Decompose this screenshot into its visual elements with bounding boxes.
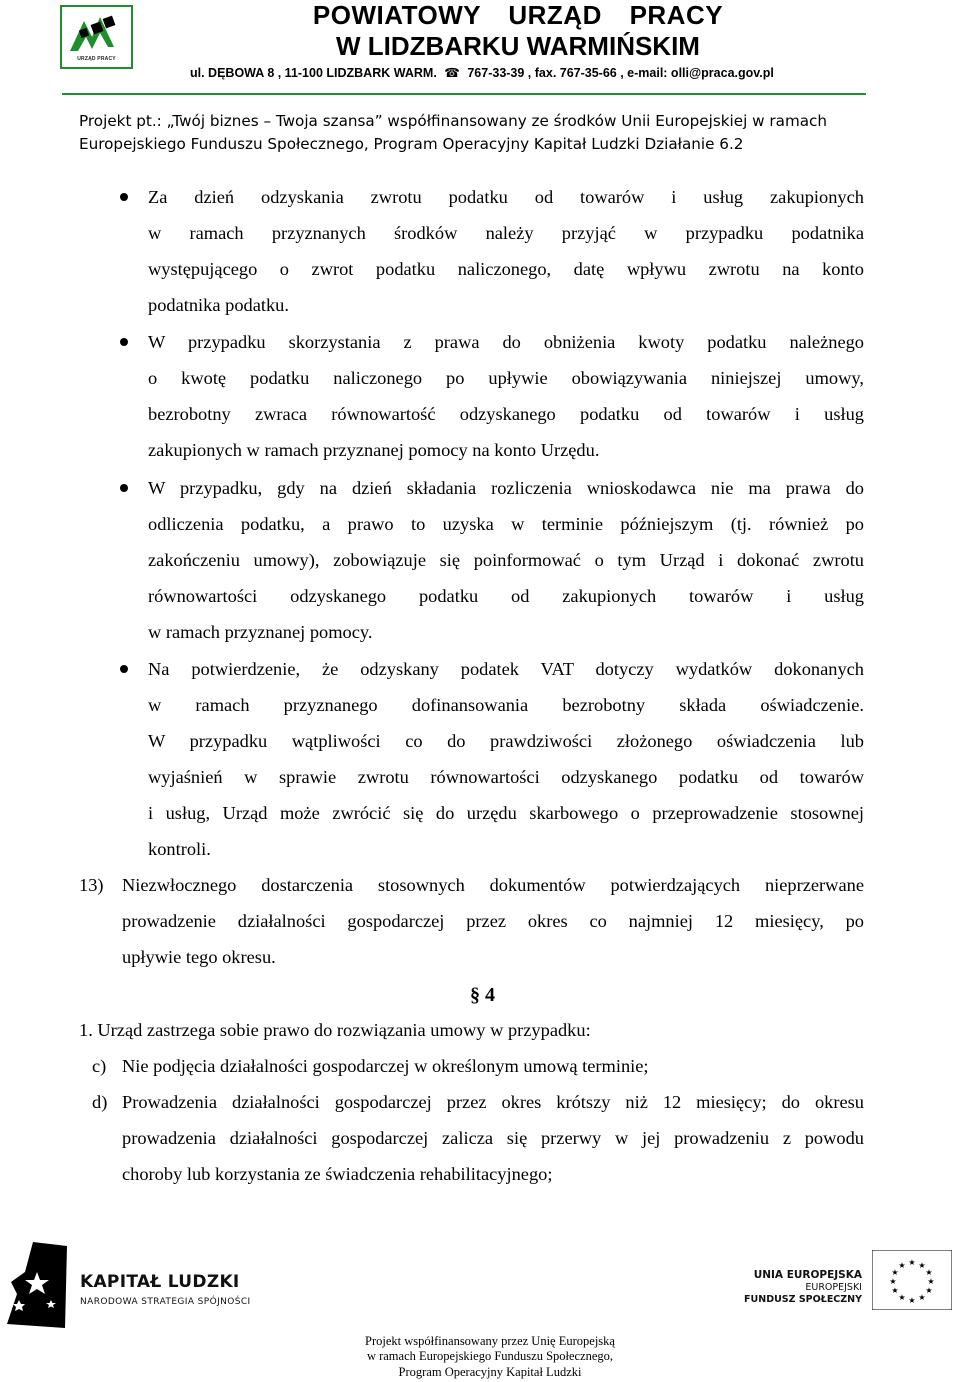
footer-note-line1: Projekt współfinansowany przez Unię Europejską	[365, 1334, 615, 1348]
text-line: Za dzień odzyskania zwrotu podatku od towarów i usług zakupionych	[148, 187, 864, 207]
text-line: występującego o zwrot podatku naliczonego, datę wpływu zwrotu na konto	[148, 259, 864, 279]
svg-text:★: ★	[918, 1293, 926, 1302]
office-name-line1: POWIATOWY URZĄD PRACY	[312, 0, 724, 30]
footer-note	[300, 1334, 680, 1380]
project-title-line2: Europejskiego Funduszu Społecznego, Program Operacyjny Kapitał Ludzki Działanie 6.2	[79, 135, 744, 153]
svg-text:★: ★	[891, 1286, 899, 1295]
item-d-paragraph	[122, 1084, 864, 1192]
text-line: równowartości odzyskanego podatku od zakupionych towarów i usług	[148, 586, 864, 606]
eu-line2: EUROPEJSKI	[805, 1282, 862, 1293]
eu-line3: FUNDUSZ SPOŁECZNY	[744, 1294, 862, 1305]
logo-label: URZĄD PRACY	[77, 56, 116, 62]
office-contact	[180, 65, 890, 81]
bullet-dot	[120, 484, 128, 492]
bullet-dot	[120, 665, 128, 673]
svg-text:★: ★	[927, 1277, 935, 1286]
section-heading: § 4	[470, 984, 495, 1006]
text-line: Niezwłocznego dostarczenia stosownych dokumentów potwierdzających nieprzerwane	[122, 875, 864, 895]
item-c-paragraph	[122, 1048, 864, 1084]
bullet-dot	[120, 193, 128, 201]
text-line: Prowadzenia działalności gospodarczej przez okres krótszy niż 12 miesięcy; do okresu	[122, 1092, 864, 1112]
header-divider	[62, 93, 866, 95]
text-line: bezrobotny zwraca równowartość odzyskanego podatku od towarów i usług	[148, 404, 864, 424]
svg-text:★: ★	[898, 1293, 906, 1302]
office-logo-graphic	[62, 7, 131, 57]
item-d-label: d)	[92, 1092, 108, 1112]
text-line: upływie tego okresu.	[122, 947, 276, 967]
footer-note-line3: Program Operacyjny Kapitał Ludzki	[398, 1364, 582, 1379]
section-intro: 1. Urząd zastrzega sobie prawo do rozwiązania umowy w przypadku:	[79, 1020, 591, 1040]
office-logo	[60, 5, 133, 69]
text-line: w ramach przyznanych środków należy przyjąć w przypadku podatnika	[148, 223, 864, 243]
svg-text:★: ★	[889, 1277, 897, 1286]
text-line: o kwotę podatku naliczonego po upływie obowiązywania niniejszej umowy,	[148, 368, 864, 388]
svg-text:★: ★	[925, 1286, 933, 1295]
text-line: zakończeniu umowy), zobowiązuje się poinformować o tym Urząd i dokonać zwrotu	[148, 550, 864, 570]
office-name-line2: W LIDZBARKU WARMIŃSKIM	[336, 31, 700, 61]
text-line: prowadzenia działalności gospodarczej zalicza się przerwy w jej prowadzeniu z powodu	[122, 1128, 864, 1148]
text-line: zakupionych w ramach przyznanej pomocy na konto Urzędu.	[148, 440, 600, 460]
eu-label	[720, 1268, 862, 1306]
telephone-icon: ☎	[444, 65, 460, 80]
bullet-paragraph-2	[148, 324, 864, 468]
text-line: podatnika podatku.	[148, 295, 289, 315]
kapital-ludzki-emblem	[7, 1242, 67, 1328]
item-13-label: 13)	[79, 875, 104, 895]
project-title-line1: Projekt pt.: „Twój biznes – Twoja szansa” współfinansowany ze środków Unii Europejskiej w ramach	[79, 112, 828, 130]
bullet-dot	[120, 338, 128, 346]
contact-rest: 767-33-39 , fax. 767-35-66 , e-mail: olli@praca.gov.pl	[467, 66, 774, 80]
text-line: Na potwierdzenie, że odzyskany podatek VAT dotyczy wydatków dokonanych	[148, 659, 864, 679]
bullet-paragraph-1	[148, 179, 864, 323]
text-line: wyjaśnień w sprawie zwrotu równowartości odzyskanego podatku od towarów	[148, 767, 864, 787]
bullet-paragraph-4	[148, 651, 864, 867]
svg-text:★: ★	[925, 1268, 933, 1277]
eu-stars-flag	[872, 1250, 952, 1310]
text-line: choroby lub korzystania ze świadczenia rehabilitacyjnego;	[122, 1164, 553, 1184]
text-line: w ramach przyznanej pomocy.	[148, 622, 373, 642]
text-line: W przypadku wątpliwości co do prawdziwości złożonego oświadczenia lub	[148, 731, 864, 751]
text-line: W przypadku skorzystania z prawa do obniżenia kwoty podatku należnego	[148, 332, 864, 352]
svg-text:★: ★	[908, 1296, 916, 1305]
bullet-paragraph-3	[148, 470, 864, 650]
text-line: W przypadku, gdy na dzień składania rozliczenia wnioskodawca nie ma prawa do	[148, 478, 864, 498]
svg-text:★: ★	[891, 1268, 899, 1277]
text-line: odliczenia podatku, a prawo to uzyska w terminie późniejszym (tj. również po	[148, 514, 864, 534]
footer-note-line2: w ramach Europejskiego Funduszu Społecznego,	[366, 1349, 614, 1364]
item-13-paragraph	[122, 867, 864, 975]
eu-line1: UNIA EUROPEJSKA	[753, 1269, 862, 1281]
contact-address: ul. DĘBOWA 8 , 11-100 LIDZBARK WARM.	[190, 66, 437, 80]
text-line: i usług, Urząd może zwrócić się do urzędu skarbowego o przeprowadzenie stosownej	[148, 803, 864, 823]
item-c-label: c)	[92, 1056, 107, 1076]
kapital-ludzki-title: KAPITAŁ LUDZKI	[80, 1272, 240, 1292]
kapital-ludzki-subtitle: NARODOWA STRATEGIA SPÓJNOŚCI	[80, 1297, 251, 1307]
text-line: Nie podjęcia działalności gospodarczej w określonym umową terminie;	[122, 1056, 649, 1076]
svg-text:★: ★	[908, 1258, 916, 1267]
text-line: prowadzenie działalności gospodarczej przez okres co najmniej 12 miesięcy, po	[122, 911, 864, 931]
text-line: kontroli.	[148, 839, 211, 859]
text-line: w ramach przyznanego dofinansowania bezrobotny składa oświadczenie.	[148, 695, 864, 715]
svg-text:★: ★	[918, 1261, 926, 1270]
svg-text:★: ★	[898, 1261, 906, 1270]
